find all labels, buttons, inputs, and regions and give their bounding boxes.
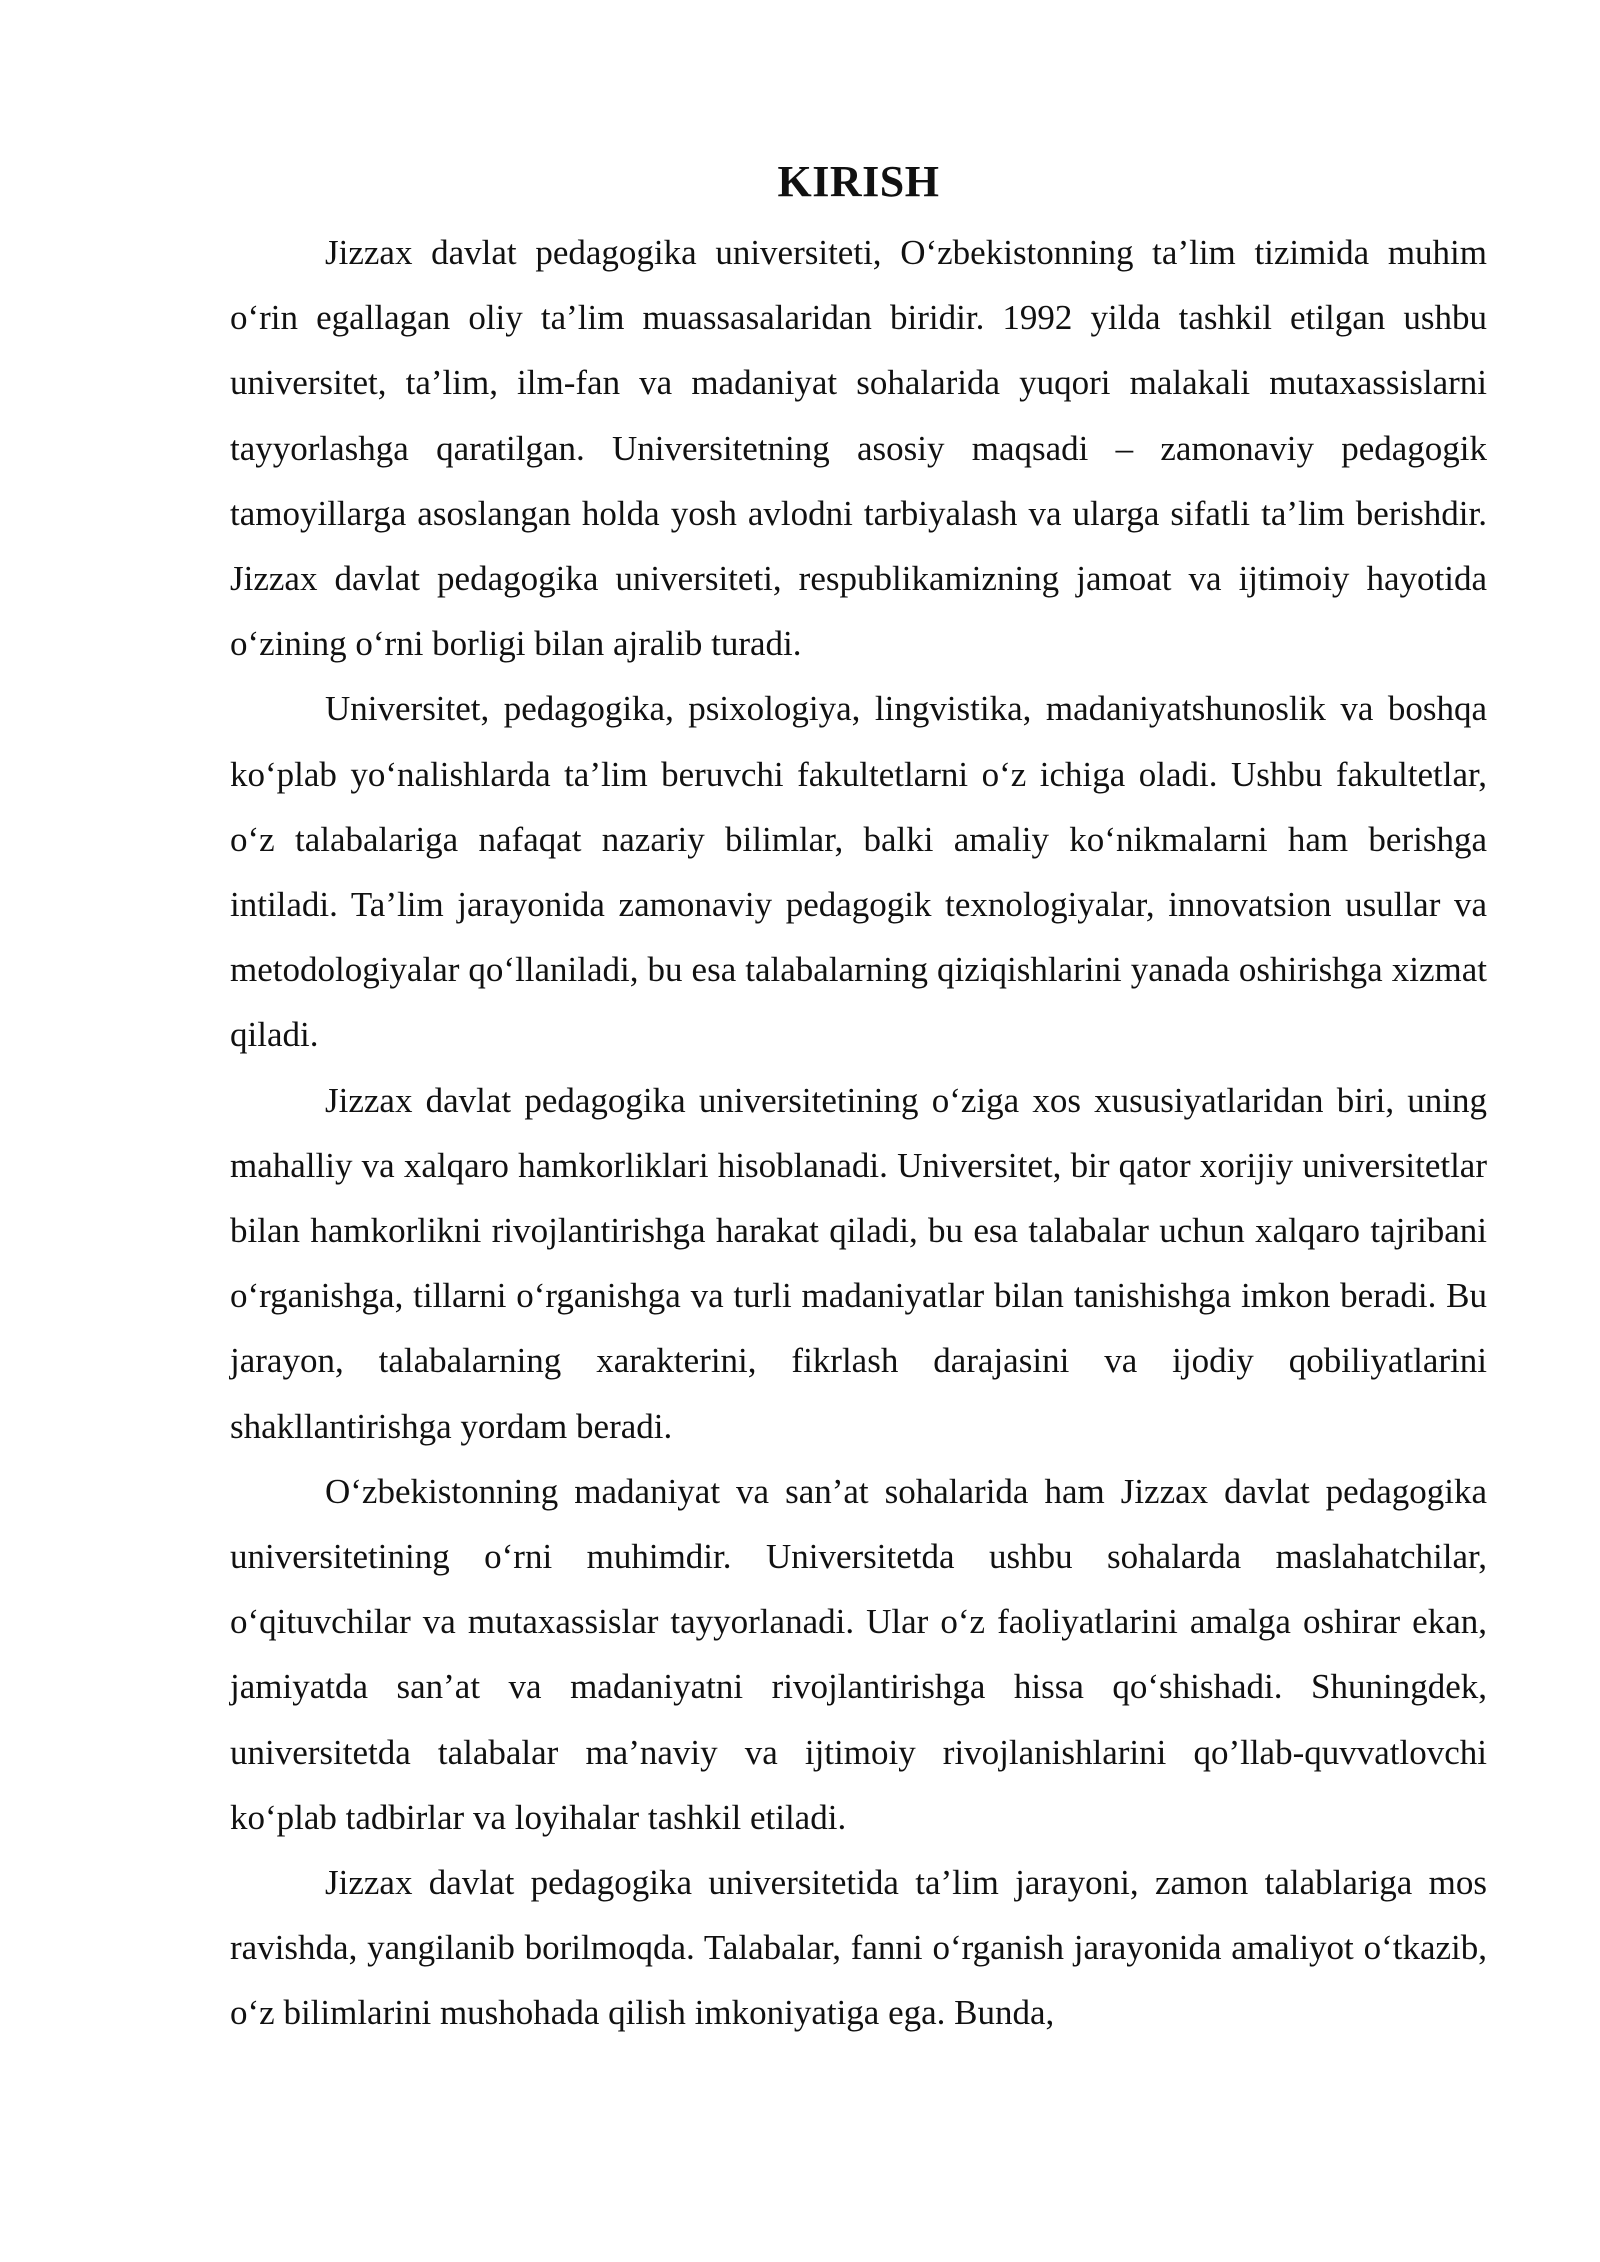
paragraph-2: Universitet, pedagogika, psixologiya, lingvistika, madaniyatshunoslik va boshqa ko‘plab yo‘nalishlarda ta’lim beruvchi fakultetlarni o‘z ichiga oladi. Ushbu fakultetlar, o‘z talabalariga nafaqat nazariy bilimlar, balki amaliy ko‘nikmalarni ham berishga intiladi. Ta’lim jarayonida zamonaviy pedagogik texnologiyalar, innovatsion usullar va metodologiyalar qo‘llaniladi, bu esa talabalarning qiziqishlarini yanada oshirishga xizmat qiladi. [230, 689, 1487, 1055]
page-title: KIRISH [777, 157, 940, 206]
paragraph-5: Jizzax davlat pedagogika universitetida ta’lim jarayoni, zamon talablariga mos ravishda, yangilanib borilmoqda. Talabalar, fanni o‘rganish jarayonida amaliyot o‘tkazib, o‘z bilimlarini mushohada qilish imkoniyatiga ega. Bunda, [230, 1863, 1487, 2033]
paragraph-1: Jizzax davlat pedagogika universiteti, O‘zbekistonning ta’lim tizimida muhim o‘rin egallagan oliy ta’lim muassasalaridan biridir. 1992 yilda tashkil etilgan ushbu universitet, ta’lim, ilm-fan va madaniyat sohalarida yuqori malakali mutaxassislarni tayyorlashga qaratilgan. Universitetning asosiy maqsadi – zamonaviy pedagogik tamoyillarga asoslangan holda yosh avlodni tarbiyalash va ularga sifatli ta’lim berishdir. Jizzax davlat pedagogika universiteti, respublikamizning jamoat va ijtimoiy hayotida o‘zining o‘rni borligi bilan ajralib turadi. [230, 233, 1487, 664]
paragraph-3: Jizzax davlat pedagogika universitetining o‘ziga xos xususiyatlaridan biri, uning mahalliy va xalqaro hamkorliklari hisoblanadi. Universitet, bir qator xorijiy universitetlar bilan hamkorlikni rivojlantirishga harakat qiladi, bu esa talabalar uchun xalqaro tajribani o‘rganishga, tillarni o‘rganishga va turli madaniyatlar bilan tanishishga imkon beradi. Bu jarayon, talabalarning xarakterini, fikrlash darajasini va ijodiy qobiliyatlarini shakllantirishga yordam beradi. [230, 1080, 1487, 1446]
document-body [230, 150, 1487, 2046]
paragraph-4: O‘zbekistonning madaniyat va san’at sohalarida ham Jizzax davlat pedagogika universitetining o‘rni muhimdir. Universitetda ushbu sohalarda maslahatchilar, o‘qituvchilar va mutaxassislar tayyorlanadi. Ular o‘z faoliyatlarini amalga oshirar ekan, jamiyatda san’at va madaniyatni rivojlantirishga hissa qo‘shishadi. Shuningdek, universitetda talabalar ma’naviy va ijtimoiy rivojlanishlarini qo’llab-quvvatlovchi ko‘plab tadbirlar va loyihalar tashkil etiladi. [230, 1471, 1487, 1837]
